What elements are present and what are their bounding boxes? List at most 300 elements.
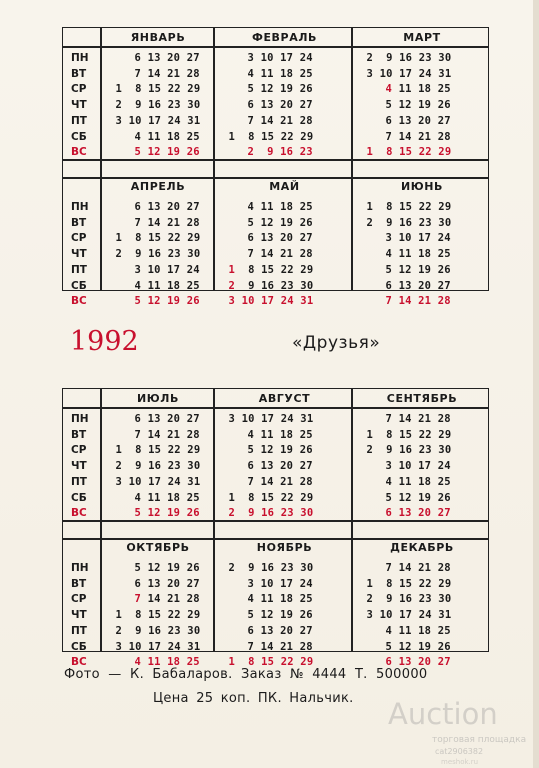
day-number: 29 bbox=[180, 232, 201, 245]
day-number: 21 bbox=[160, 428, 181, 441]
week-row bbox=[379, 562, 451, 574]
weekday-label: ПТ bbox=[71, 475, 87, 488]
day-number: 3 bbox=[360, 67, 374, 80]
day-number: 27 bbox=[293, 460, 313, 473]
day-number: 30 bbox=[180, 624, 201, 637]
week-row bbox=[241, 429, 313, 441]
day-number: 1 bbox=[222, 491, 236, 504]
day-number: 19 bbox=[160, 295, 181, 308]
week-row bbox=[241, 99, 313, 111]
day-number: 9 bbox=[122, 460, 142, 473]
day-number: 10 bbox=[122, 640, 142, 653]
day-number: 5 bbox=[379, 263, 393, 276]
week-row bbox=[379, 248, 451, 260]
weekday-label: ПН bbox=[71, 562, 89, 574]
day-number: 19 bbox=[411, 640, 432, 653]
day-number: 10 bbox=[392, 232, 412, 245]
day-number: 22 bbox=[412, 428, 432, 441]
day-number: 20 bbox=[273, 624, 294, 637]
day-number: 25 bbox=[180, 656, 200, 669]
day-number: 22 bbox=[161, 609, 181, 622]
day-number: 8 bbox=[235, 656, 255, 669]
day-number: 28 bbox=[293, 640, 313, 653]
month-name: МАРТ bbox=[403, 31, 441, 44]
day-number: 17 bbox=[254, 413, 275, 425]
week-row bbox=[379, 641, 451, 653]
week-row bbox=[109, 609, 200, 621]
weekday-label: ВТ bbox=[71, 428, 87, 441]
day-number: 4 bbox=[379, 475, 393, 488]
day-number: 24 bbox=[180, 263, 200, 276]
day-number: 4 bbox=[128, 656, 142, 669]
day-number: 15 bbox=[254, 130, 275, 143]
day-number: 18 bbox=[273, 67, 294, 80]
day-number: 16 bbox=[392, 216, 413, 229]
weekday-label: СБ bbox=[71, 640, 87, 653]
day-number: 10 bbox=[122, 114, 142, 127]
day-number: 26 bbox=[431, 491, 451, 504]
day-number: 29 bbox=[431, 146, 452, 159]
day-number: 8 bbox=[122, 232, 142, 245]
day-number: 4 bbox=[128, 130, 142, 143]
day-number: 19 bbox=[273, 609, 294, 622]
day-number: 27 bbox=[431, 114, 451, 127]
month-name: АПРЕЛЬ bbox=[130, 180, 186, 193]
day-number: 16 bbox=[392, 52, 413, 64]
day-number: 3 bbox=[109, 475, 123, 488]
day-number: 22 bbox=[412, 146, 432, 159]
week-row bbox=[241, 248, 313, 260]
week-row bbox=[128, 146, 200, 158]
day-number: 23 bbox=[412, 52, 432, 64]
day-number: 21 bbox=[411, 562, 432, 574]
week-row bbox=[360, 201, 451, 213]
week-row bbox=[241, 460, 313, 472]
day-number: 21 bbox=[273, 248, 294, 261]
day-number: 17 bbox=[273, 577, 294, 590]
day-number: 5 bbox=[128, 295, 142, 308]
week-row bbox=[241, 83, 313, 95]
day-number: 9 bbox=[122, 248, 142, 261]
grid-divider bbox=[63, 407, 488, 409]
day-number: 9 bbox=[122, 624, 142, 637]
day-number: 27 bbox=[180, 52, 200, 64]
day-number: 18 bbox=[411, 248, 432, 261]
day-number: 3 bbox=[241, 52, 255, 64]
day-number: 15 bbox=[141, 444, 162, 457]
day-number: 3 bbox=[109, 640, 123, 653]
day-number: 4 bbox=[241, 201, 255, 213]
day-number: 27 bbox=[180, 201, 200, 213]
day-number: 11 bbox=[392, 624, 412, 637]
day-number: 20 bbox=[273, 460, 294, 473]
day-number: 21 bbox=[273, 475, 294, 488]
day-number: 22 bbox=[161, 83, 181, 96]
day-number: 27 bbox=[431, 279, 451, 292]
week-row bbox=[109, 115, 200, 127]
day-number: 20 bbox=[160, 577, 181, 590]
day-number: 12 bbox=[141, 146, 161, 159]
day-number: 1 bbox=[360, 428, 374, 441]
month-name: НОЯБРЬ bbox=[256, 541, 313, 554]
day-number: 3 bbox=[109, 114, 123, 127]
day-number: 4 bbox=[128, 491, 142, 504]
week-row bbox=[128, 562, 200, 574]
day-number: 9 bbox=[373, 444, 393, 457]
day-number: 19 bbox=[411, 491, 432, 504]
day-number: 12 bbox=[254, 83, 274, 96]
day-number: 17 bbox=[411, 460, 432, 473]
month-name: АВГУСТ bbox=[258, 392, 311, 405]
day-number: 8 bbox=[235, 491, 255, 504]
day-number: 14 bbox=[254, 640, 274, 653]
day-number: 25 bbox=[431, 475, 451, 488]
day-number: 29 bbox=[293, 130, 314, 143]
day-number: 10 bbox=[392, 460, 412, 473]
week-row bbox=[128, 201, 200, 213]
day-number: 8 bbox=[122, 83, 142, 96]
day-number: 16 bbox=[141, 460, 162, 473]
day-number: 2 bbox=[360, 52, 374, 64]
day-number: 9 bbox=[235, 279, 255, 292]
month-name: ЯНВАРЬ bbox=[130, 31, 186, 44]
day-number: 15 bbox=[141, 609, 162, 622]
day-number: 15 bbox=[141, 232, 162, 245]
day-number: 25 bbox=[293, 428, 313, 441]
day-number: 24 bbox=[274, 295, 294, 308]
day-number: 19 bbox=[160, 146, 181, 159]
day-number: 8 bbox=[122, 609, 142, 622]
day-number: 29 bbox=[431, 428, 452, 441]
day-number: 8 bbox=[373, 428, 393, 441]
day-number: 13 bbox=[141, 413, 161, 425]
week-row bbox=[360, 444, 451, 456]
day-number: 26 bbox=[180, 295, 200, 308]
day-number: 6 bbox=[379, 507, 393, 520]
week-row bbox=[222, 295, 313, 307]
day-number: 30 bbox=[180, 460, 201, 473]
watermark-lot-id: cat2906382 bbox=[435, 747, 484, 756]
day-number: 19 bbox=[160, 507, 181, 520]
week-row bbox=[128, 507, 200, 519]
day-number: 25 bbox=[431, 83, 451, 96]
day-number: 8 bbox=[373, 201, 393, 213]
day-number: 8 bbox=[373, 146, 393, 159]
day-number: 28 bbox=[431, 130, 451, 143]
day-number: 3 bbox=[360, 609, 374, 622]
week-row bbox=[222, 562, 313, 574]
grid-divider bbox=[63, 177, 488, 179]
weekday-label: СР bbox=[71, 593, 87, 606]
day-number: 30 bbox=[293, 507, 314, 520]
day-number: 18 bbox=[273, 428, 294, 441]
day-number: 10 bbox=[254, 52, 274, 64]
day-number: 2 bbox=[109, 460, 123, 473]
day-number: 23 bbox=[412, 593, 432, 606]
day-number: 20 bbox=[411, 507, 432, 520]
day-number: 14 bbox=[141, 593, 161, 606]
day-number: 12 bbox=[141, 562, 161, 574]
week-row bbox=[360, 429, 451, 441]
day-number: 19 bbox=[160, 562, 181, 574]
week-row bbox=[109, 444, 200, 456]
day-number: 17 bbox=[141, 114, 162, 127]
day-number: 30 bbox=[293, 562, 314, 574]
week-row bbox=[128, 593, 200, 605]
day-number: 14 bbox=[392, 295, 412, 308]
day-number: 5 bbox=[241, 609, 255, 622]
day-number: 29 bbox=[431, 201, 452, 213]
day-number: 16 bbox=[392, 444, 413, 457]
day-number: 30 bbox=[180, 248, 201, 261]
weekday-label: ВС bbox=[71, 507, 87, 520]
day-number: 8 bbox=[373, 577, 393, 590]
day-number: 27 bbox=[293, 232, 313, 245]
week-row bbox=[360, 68, 451, 80]
day-number: 5 bbox=[379, 99, 393, 112]
day-number: 11 bbox=[392, 83, 412, 96]
calendar-grid-top bbox=[62, 27, 489, 308]
week-row bbox=[360, 609, 451, 621]
day-number: 21 bbox=[160, 593, 181, 606]
day-number: 20 bbox=[411, 656, 432, 669]
day-number: 20 bbox=[160, 413, 181, 425]
week-row bbox=[379, 280, 451, 292]
day-number: 4 bbox=[241, 67, 255, 80]
calendar-title: «Друзья» bbox=[292, 333, 381, 353]
week-row bbox=[128, 280, 200, 292]
day-number: 2 bbox=[360, 444, 374, 457]
day-number: 7 bbox=[241, 114, 255, 127]
day-number: 15 bbox=[392, 577, 413, 590]
week-row bbox=[241, 217, 313, 229]
week-row bbox=[379, 625, 451, 637]
day-number: 3 bbox=[222, 295, 236, 308]
day-number: 11 bbox=[392, 248, 412, 261]
day-number: 14 bbox=[141, 428, 161, 441]
day-number: 4 bbox=[379, 83, 393, 96]
day-number: 2 bbox=[360, 593, 374, 606]
day-number: 13 bbox=[141, 52, 161, 64]
day-number: 15 bbox=[254, 491, 275, 504]
day-number: 12 bbox=[392, 640, 412, 653]
month-name: ОКТЯБРЬ bbox=[126, 541, 190, 554]
day-number: 12 bbox=[254, 609, 274, 622]
day-number: 25 bbox=[180, 279, 200, 292]
week-row bbox=[128, 68, 200, 80]
day-number: 19 bbox=[411, 263, 432, 276]
day-number: 11 bbox=[141, 130, 161, 143]
day-number: 24 bbox=[274, 413, 294, 425]
day-number: 26 bbox=[293, 216, 313, 229]
week-row bbox=[241, 625, 313, 637]
week-row bbox=[379, 295, 451, 307]
day-number: 9 bbox=[254, 146, 274, 159]
day-number: 19 bbox=[273, 83, 294, 96]
day-number: 31 bbox=[431, 609, 452, 622]
day-number: 6 bbox=[241, 232, 255, 245]
week-row bbox=[241, 68, 313, 80]
week-row bbox=[109, 232, 200, 244]
day-number: 6 bbox=[128, 413, 142, 425]
day-number: 14 bbox=[141, 67, 161, 80]
weekday-label: СР bbox=[71, 232, 87, 245]
day-number: 15 bbox=[392, 201, 413, 213]
day-number: 3 bbox=[128, 263, 142, 276]
week-row bbox=[109, 476, 200, 488]
weekday-label: СР bbox=[71, 444, 87, 457]
day-number: 11 bbox=[254, 593, 274, 606]
weekday-label: ЧТ bbox=[71, 248, 87, 261]
day-number: 21 bbox=[411, 413, 432, 425]
day-number: 13 bbox=[392, 114, 412, 127]
day-number: 20 bbox=[411, 114, 432, 127]
day-number: 17 bbox=[411, 232, 432, 245]
day-number: 28 bbox=[431, 413, 451, 425]
day-number: 11 bbox=[141, 279, 161, 292]
day-number: 6 bbox=[379, 279, 393, 292]
day-number: 28 bbox=[180, 216, 200, 229]
day-number: 24 bbox=[161, 640, 181, 653]
day-number: 14 bbox=[254, 248, 274, 261]
day-number: 25 bbox=[293, 593, 313, 606]
day-number: 23 bbox=[161, 460, 181, 473]
week-row bbox=[241, 641, 313, 653]
day-number: 22 bbox=[412, 201, 432, 213]
day-number: 26 bbox=[293, 83, 313, 96]
week-row bbox=[128, 492, 200, 504]
month-name: ФЕВРАЛЬ bbox=[251, 31, 318, 44]
weekday-label: ПН bbox=[71, 201, 89, 213]
week-row bbox=[222, 507, 313, 519]
day-number: 10 bbox=[373, 609, 393, 622]
week-row bbox=[109, 641, 200, 653]
day-number: 25 bbox=[431, 248, 451, 261]
day-number: 6 bbox=[241, 624, 255, 637]
day-number: 29 bbox=[431, 577, 452, 590]
day-number: 16 bbox=[273, 146, 294, 159]
day-number: 13 bbox=[141, 201, 161, 213]
week-row bbox=[241, 146, 313, 158]
week-row bbox=[379, 507, 451, 519]
week-row bbox=[109, 625, 200, 637]
day-number: 28 bbox=[180, 67, 200, 80]
day-number: 17 bbox=[141, 475, 162, 488]
day-number: 6 bbox=[241, 99, 255, 112]
day-number: 10 bbox=[141, 263, 161, 276]
week-row bbox=[241, 578, 313, 590]
day-number: 20 bbox=[273, 99, 294, 112]
week-row bbox=[241, 476, 313, 488]
day-number: 13 bbox=[141, 577, 161, 590]
grid-divider bbox=[63, 46, 488, 48]
day-number: 22 bbox=[161, 444, 181, 457]
day-number: 27 bbox=[180, 577, 200, 590]
day-number: 2 bbox=[222, 279, 236, 292]
day-number: 28 bbox=[293, 114, 313, 127]
day-number: 18 bbox=[411, 475, 432, 488]
week-row bbox=[222, 264, 313, 276]
day-number: 16 bbox=[141, 248, 162, 261]
day-number: 2 bbox=[222, 562, 236, 574]
grid-divider bbox=[63, 520, 488, 522]
day-number: 5 bbox=[379, 491, 393, 504]
day-number: 12 bbox=[392, 99, 412, 112]
day-number: 29 bbox=[293, 263, 314, 276]
week-row bbox=[128, 52, 200, 64]
week-row bbox=[379, 492, 451, 504]
watermark-logo: Auction bbox=[388, 697, 498, 731]
day-number: 18 bbox=[160, 130, 181, 143]
week-row bbox=[360, 593, 451, 605]
day-number: 19 bbox=[411, 99, 432, 112]
day-number: 18 bbox=[273, 593, 294, 606]
day-number: 9 bbox=[122, 99, 142, 112]
day-number: 16 bbox=[141, 99, 162, 112]
day-number: 1 bbox=[222, 130, 236, 143]
day-number: 8 bbox=[122, 444, 142, 457]
day-number: 27 bbox=[293, 624, 313, 637]
day-number: 17 bbox=[160, 263, 181, 276]
week-row bbox=[222, 131, 313, 143]
week-row bbox=[379, 83, 451, 95]
day-number: 4 bbox=[241, 428, 255, 441]
weekday-label: ПН bbox=[71, 52, 89, 64]
day-number: 18 bbox=[160, 491, 181, 504]
day-number: 24 bbox=[293, 577, 313, 590]
week-row bbox=[241, 52, 313, 64]
month-name: ИЮНЬ bbox=[400, 180, 444, 193]
day-number: 23 bbox=[412, 444, 432, 457]
weekday-label: ВТ bbox=[71, 67, 87, 80]
weekday-label: ЧТ bbox=[71, 609, 87, 622]
day-number: 16 bbox=[392, 593, 413, 606]
week-row bbox=[360, 217, 451, 229]
day-number: 22 bbox=[412, 577, 432, 590]
day-number: 1 bbox=[222, 656, 236, 669]
day-number: 18 bbox=[273, 201, 294, 213]
day-number: 25 bbox=[293, 201, 313, 213]
day-number: 7 bbox=[379, 295, 393, 308]
day-number: 17 bbox=[273, 52, 294, 64]
day-number: 15 bbox=[392, 428, 413, 441]
day-number: 10 bbox=[235, 295, 255, 308]
day-number: 27 bbox=[293, 99, 313, 112]
day-number: 16 bbox=[254, 507, 275, 520]
day-number: 13 bbox=[254, 460, 274, 473]
day-number: 14 bbox=[254, 475, 274, 488]
footer-price: Цена 25 коп. ПК. Нальчик. bbox=[153, 691, 354, 706]
day-number: 3 bbox=[222, 413, 236, 425]
day-number: 9 bbox=[373, 593, 393, 606]
day-number: 19 bbox=[273, 444, 294, 457]
day-number: 13 bbox=[392, 279, 412, 292]
week-row bbox=[360, 578, 451, 590]
day-number: 24 bbox=[161, 114, 181, 127]
watermark-site: meshok.ru bbox=[441, 758, 479, 766]
weekday-label: ПН bbox=[71, 413, 89, 425]
day-number: 23 bbox=[274, 507, 294, 520]
week-row bbox=[128, 131, 200, 143]
day-number: 14 bbox=[392, 562, 412, 574]
week-row bbox=[379, 131, 451, 143]
week-row bbox=[241, 232, 313, 244]
day-number: 21 bbox=[160, 216, 181, 229]
day-number: 26 bbox=[180, 507, 200, 520]
day-number: 6 bbox=[241, 460, 255, 473]
day-number: 11 bbox=[141, 656, 161, 669]
day-number: 23 bbox=[293, 146, 313, 159]
